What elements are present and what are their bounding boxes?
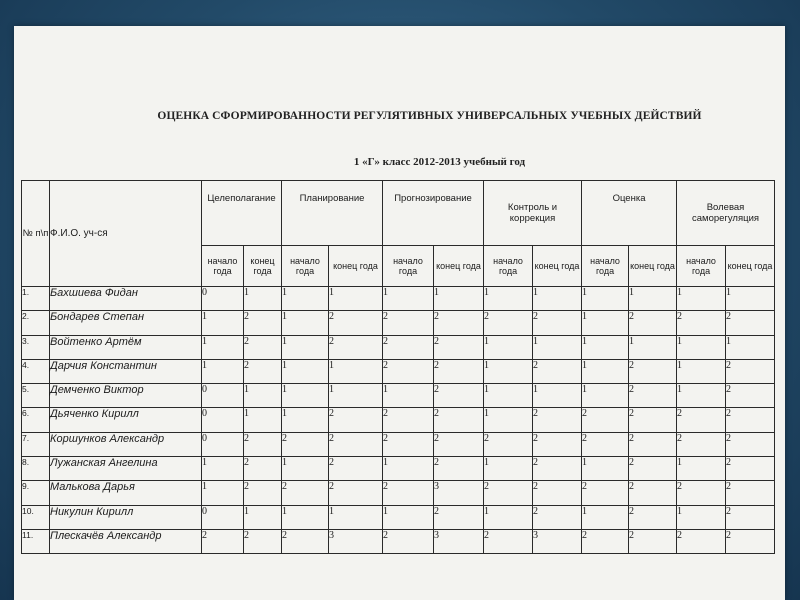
grade-cell: 1 (677, 287, 726, 311)
name-header: Ф.И.О. уч-ся (50, 181, 202, 287)
grade-cell: 2 (726, 432, 775, 456)
grade-cell: 1 (202, 335, 244, 359)
row-number: 6. (22, 408, 50, 432)
student-name: Бахшиева Фидан (50, 287, 202, 311)
grade-cell: 1 (329, 287, 383, 311)
grade-cell: 2 (726, 529, 775, 553)
grade-cell: 1 (383, 457, 434, 481)
grade-cell: 2 (329, 432, 383, 456)
grade-cell: 0 (202, 384, 244, 408)
document-subtitle: 1 «Г» класс 2012-2013 учебный год (353, 156, 526, 168)
grade-cell: 1 (434, 287, 484, 311)
grade-cell: 2 (629, 384, 677, 408)
document-title: ОЦЕНКА СФОРМИРОВАННОСТИ РЕГУЛЯТИВНЫХ УНИВЕРСАЛЬНЫХ УЧЕБНЫХ ДЕЙСТВИЙ (157, 110, 702, 122)
grade-cell: 1 (282, 359, 329, 383)
grade-cell: 2 (244, 457, 282, 481)
grade-cell: 2 (434, 457, 484, 481)
grade-cell: 1 (582, 359, 629, 383)
category-header-row (22, 181, 775, 246)
grade-cell: 2 (726, 384, 775, 408)
grade-cell: 1 (282, 457, 329, 481)
grade-cell: 2 (582, 408, 629, 432)
student-name: Войтенко Артём (50, 335, 202, 359)
grade-cell: 2 (383, 432, 434, 456)
grade-cell: 1 (329, 359, 383, 383)
grade-cell: 2 (533, 432, 582, 456)
grade-cell: 2 (282, 481, 329, 505)
table-row (22, 529, 775, 553)
grade-cell: 1 (383, 287, 434, 311)
row-number: 1. (22, 287, 50, 311)
grade-cell: 3 (434, 481, 484, 505)
grade-cell: 2 (244, 481, 282, 505)
table-row (22, 481, 775, 505)
grade-cell: 1 (329, 384, 383, 408)
grade-cell: 1 (244, 384, 282, 408)
grade-cell: 1 (202, 311, 244, 335)
grade-cell: 2 (629, 432, 677, 456)
grade-cell: 2 (726, 457, 775, 481)
period-end-header: конец года (244, 246, 282, 287)
grade-cell: 1 (202, 481, 244, 505)
table-row (22, 287, 775, 311)
grade-cell: 1 (244, 408, 282, 432)
grade-cell: 0 (202, 505, 244, 529)
grade-cell: 1 (484, 457, 533, 481)
table-row (22, 359, 775, 383)
grade-cell: 2 (582, 529, 629, 553)
grade-cell: 1 (582, 335, 629, 359)
period-start-header: начало года (202, 246, 244, 287)
document-slide (14, 26, 785, 600)
category-header: Оценка (582, 181, 677, 246)
number-header: № п\п (22, 181, 50, 287)
grade-cell: 2 (484, 529, 533, 553)
period-end-header: конец года (726, 246, 775, 287)
grade-cell: 1 (282, 311, 329, 335)
grade-cell: 2 (629, 408, 677, 432)
grade-cell: 1 (244, 287, 282, 311)
grade-cell: 2 (383, 481, 434, 505)
row-number: 10. (22, 505, 50, 529)
table-row (22, 408, 775, 432)
grade-cell: 2 (533, 457, 582, 481)
table-row (22, 384, 775, 408)
grade-cell: 3 (434, 529, 484, 553)
grade-cell: 1 (582, 505, 629, 529)
grade-cell: 2 (282, 432, 329, 456)
grade-cell: 2 (533, 311, 582, 335)
grade-cell: 1 (677, 384, 726, 408)
grade-cell: 2 (726, 481, 775, 505)
student-name: Дарчия Константин (50, 359, 202, 383)
student-name: Плескачёв Александр (50, 529, 202, 553)
grade-cell: 1 (726, 335, 775, 359)
category-header: Волевая саморегуляция (677, 181, 775, 246)
grade-cell: 2 (629, 457, 677, 481)
grade-cell: 2 (726, 359, 775, 383)
student-name: Малькова Дарья (50, 481, 202, 505)
category-header: Планирование (282, 181, 383, 246)
table-row (22, 432, 775, 456)
grade-cell: 1 (677, 359, 726, 383)
grades-table-body (22, 287, 775, 554)
grade-cell: 0 (202, 287, 244, 311)
grade-cell: 2 (629, 505, 677, 529)
grade-cell: 1 (383, 384, 434, 408)
grade-cell: 2 (582, 432, 629, 456)
grade-cell: 1 (582, 457, 629, 481)
grade-cell: 0 (202, 432, 244, 456)
grade-cell: 2 (484, 481, 533, 505)
row-number: 4. (22, 359, 50, 383)
row-number: 2. (22, 311, 50, 335)
grade-cell: 1 (533, 384, 582, 408)
grade-cell: 1 (202, 457, 244, 481)
grade-cell: 1 (629, 287, 677, 311)
grade-cell: 1 (244, 505, 282, 529)
grade-cell: 1 (677, 335, 726, 359)
row-number: 8. (22, 457, 50, 481)
student-name: Никулин Кирилл (50, 505, 202, 529)
grade-cell: 2 (383, 529, 434, 553)
grade-cell: 2 (244, 335, 282, 359)
grade-cell: 2 (629, 529, 677, 553)
grade-cell: 2 (533, 481, 582, 505)
period-start-header: начало года (282, 246, 329, 287)
grade-cell: 2 (329, 335, 383, 359)
grade-cell: 1 (282, 335, 329, 359)
grade-cell: 2 (533, 505, 582, 529)
grade-cell: 1 (533, 287, 582, 311)
category-header: Прогнозирование (383, 181, 484, 246)
grade-cell: 1 (282, 287, 329, 311)
grade-cell: 2 (383, 311, 434, 335)
grade-cell: 1 (677, 457, 726, 481)
grade-cell: 0 (202, 408, 244, 432)
grade-cell: 2 (677, 408, 726, 432)
grade-cell: 1 (582, 384, 629, 408)
grade-cell: 1 (533, 335, 582, 359)
row-number: 11. (22, 529, 50, 553)
student-name: Лужанская Ангелина (50, 457, 202, 481)
grade-cell: 2 (329, 481, 383, 505)
category-header: Целеполагание (202, 181, 282, 246)
grade-cell: 2 (282, 529, 329, 553)
grade-cell: 2 (383, 408, 434, 432)
period-end-header: конец года (533, 246, 582, 287)
period-end-header: конец года (434, 246, 484, 287)
row-number: 7. (22, 432, 50, 456)
grade-cell: 2 (533, 359, 582, 383)
grade-cell: 2 (244, 311, 282, 335)
grade-cell: 2 (533, 408, 582, 432)
grade-cell: 2 (434, 335, 484, 359)
period-end-header: конец года (329, 246, 383, 287)
grade-cell: 2 (629, 311, 677, 335)
grade-cell: 2 (484, 432, 533, 456)
table-row (22, 311, 775, 335)
grade-cell: 3 (533, 529, 582, 553)
grade-cell: 1 (282, 384, 329, 408)
grade-cell: 1 (282, 505, 329, 529)
grade-cell: 1 (677, 505, 726, 529)
table-row (22, 505, 775, 529)
grade-cell: 2 (329, 311, 383, 335)
grade-cell: 1 (484, 359, 533, 383)
grade-cell: 2 (244, 432, 282, 456)
grade-cell: 2 (244, 529, 282, 553)
grade-cell: 1 (582, 287, 629, 311)
grade-cell: 2 (677, 311, 726, 335)
row-number: 9. (22, 481, 50, 505)
grade-cell: 1 (484, 408, 533, 432)
row-number: 5. (22, 384, 50, 408)
grade-cell: 1 (484, 384, 533, 408)
grade-cell: 1 (726, 287, 775, 311)
grade-cell: 2 (484, 311, 533, 335)
grade-cell: 2 (434, 432, 484, 456)
grade-cell: 2 (202, 529, 244, 553)
grade-cell: 2 (434, 311, 484, 335)
grade-cell: 2 (434, 359, 484, 383)
grade-cell: 3 (329, 529, 383, 553)
grade-cell: 2 (582, 481, 629, 505)
table-row (22, 335, 775, 359)
grade-cell: 2 (677, 529, 726, 553)
period-start-header: начало года (383, 246, 434, 287)
grade-cell: 1 (629, 335, 677, 359)
grade-cell: 2 (244, 359, 282, 383)
grade-cell: 2 (726, 311, 775, 335)
grade-cell: 2 (434, 408, 484, 432)
grade-cell: 2 (677, 432, 726, 456)
grade-cell: 2 (434, 505, 484, 529)
grade-cell: 1 (582, 311, 629, 335)
grade-cell: 2 (329, 408, 383, 432)
row-number: 3. (22, 335, 50, 359)
grades-table (21, 180, 775, 554)
category-header: Контроль и коррекция (484, 181, 582, 246)
grade-cell: 2 (383, 335, 434, 359)
grade-cell: 2 (434, 384, 484, 408)
grade-cell: 2 (629, 481, 677, 505)
student-name: Бондарев Степан (50, 311, 202, 335)
period-end-header: конец года (629, 246, 677, 287)
period-start-header: начало года (484, 246, 533, 287)
grade-cell: 2 (677, 481, 726, 505)
grade-cell: 1 (383, 505, 434, 529)
grade-cell: 2 (383, 359, 434, 383)
grade-cell: 1 (329, 505, 383, 529)
grade-cell: 1 (282, 408, 329, 432)
student-name: Дьяченко Кирилл (50, 408, 202, 432)
grade-cell: 1 (484, 287, 533, 311)
grade-cell: 1 (484, 335, 533, 359)
grade-cell: 2 (629, 359, 677, 383)
student-name: Демченко Виктор (50, 384, 202, 408)
grade-cell: 2 (726, 408, 775, 432)
table-row (22, 457, 775, 481)
grade-cell: 2 (329, 457, 383, 481)
grade-cell: 1 (202, 359, 244, 383)
grade-cell: 1 (484, 505, 533, 529)
period-start-header: начало года (582, 246, 629, 287)
grade-cell: 2 (726, 505, 775, 529)
student-name: Коршунков Александр (50, 432, 202, 456)
period-start-header: начало года (677, 246, 726, 287)
